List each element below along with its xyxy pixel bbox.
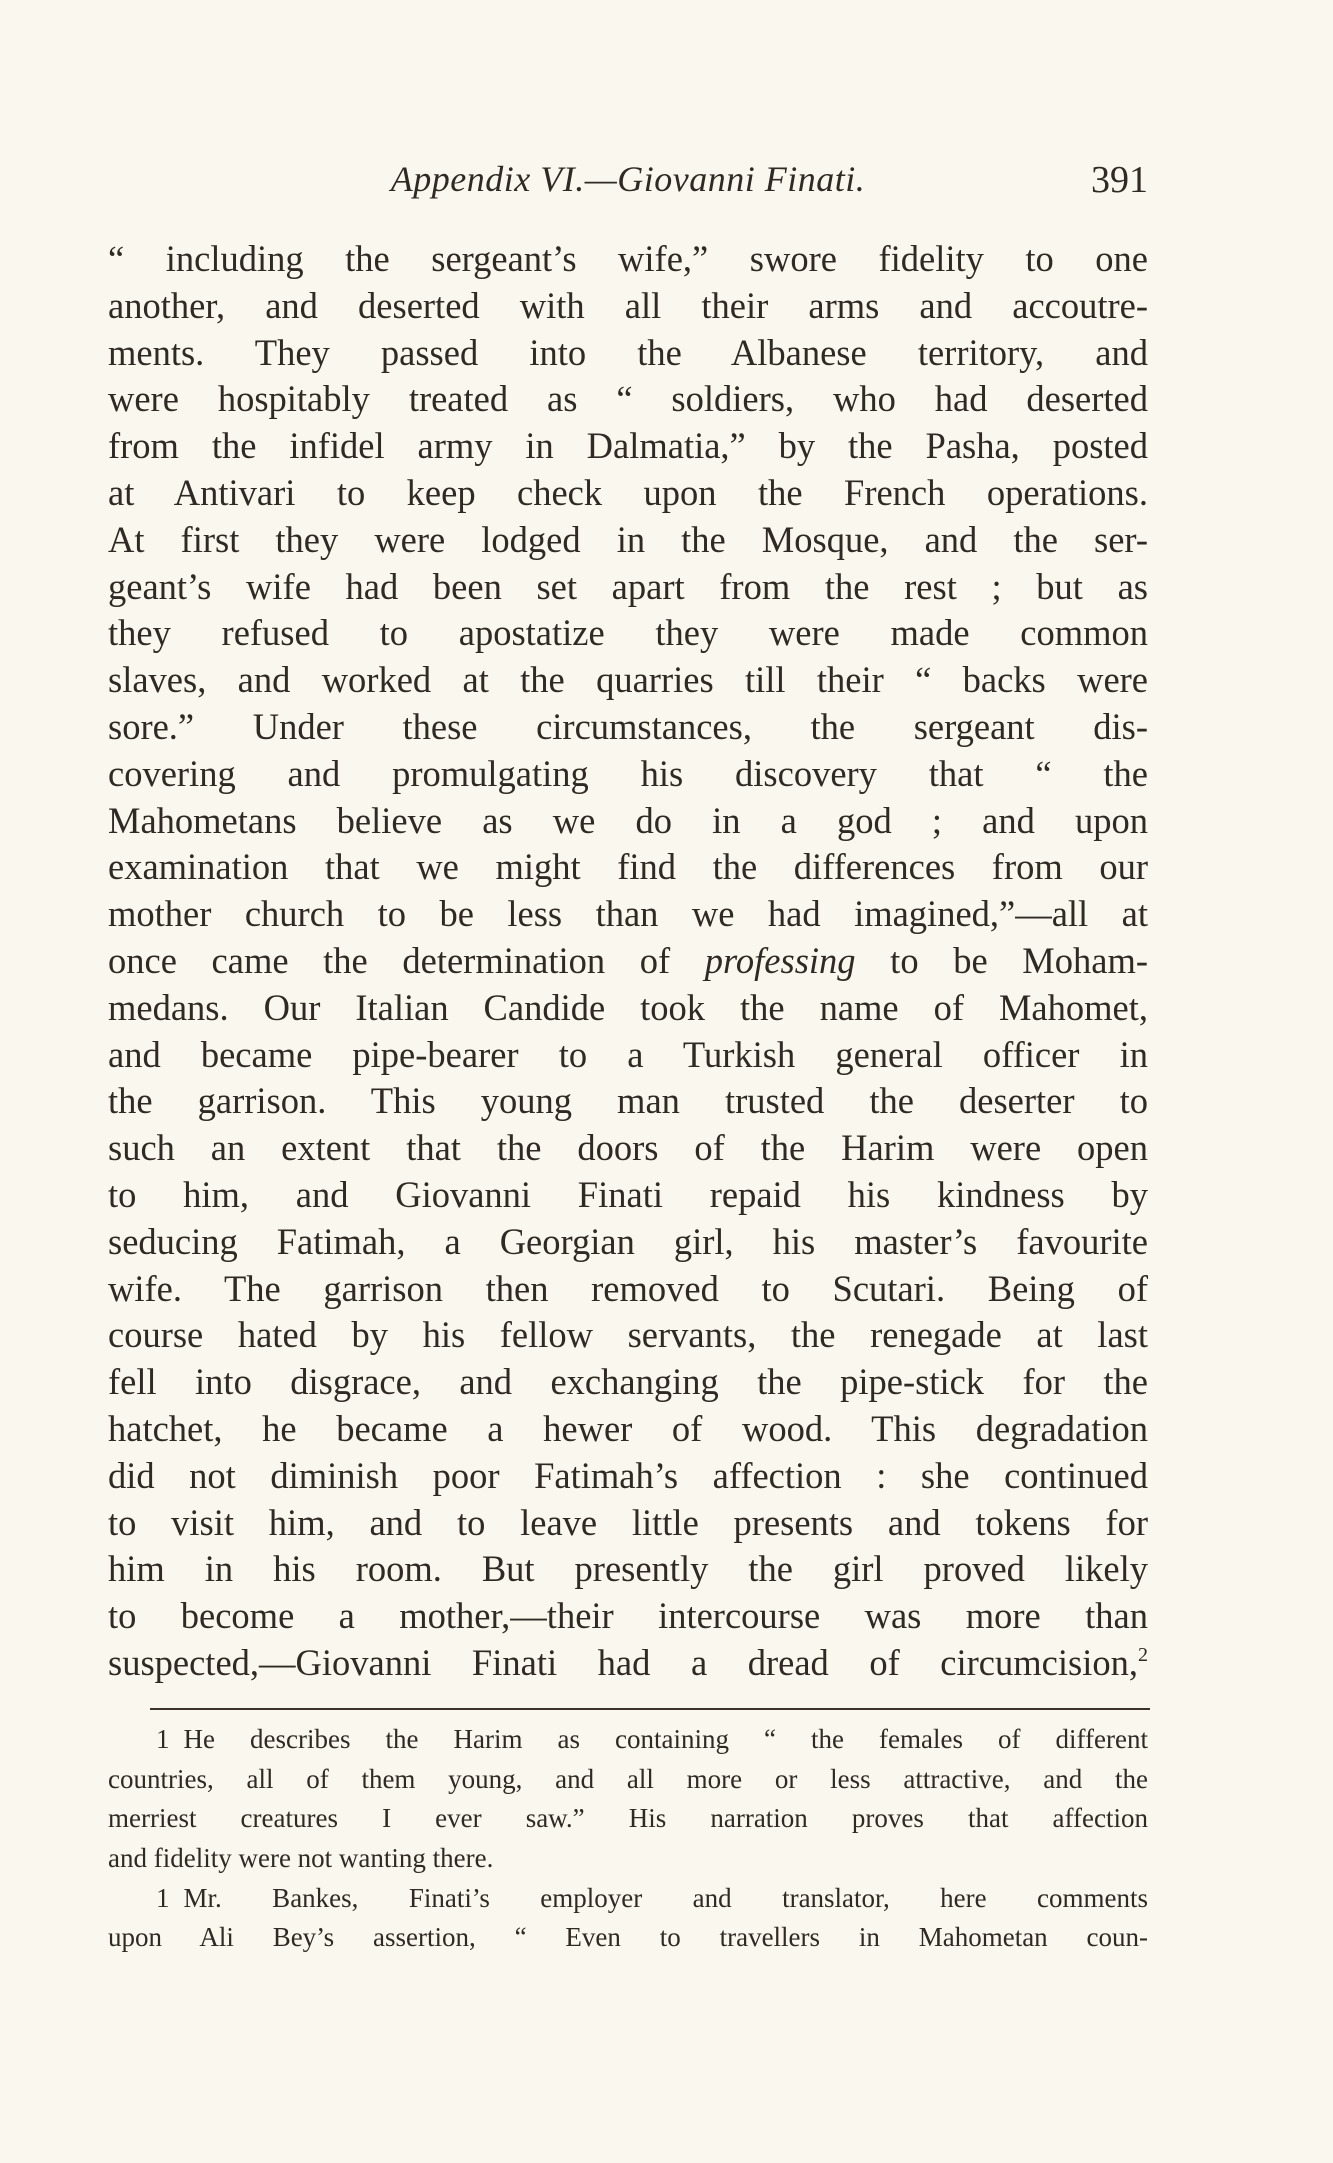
footnote-marker: 1 xyxy=(156,1882,170,1913)
running-head xyxy=(108,158,1148,212)
italic-word: professing xyxy=(704,939,856,981)
body-line-text: to be Moham- xyxy=(855,939,1148,981)
footnote-line xyxy=(108,1839,1148,1879)
body-text xyxy=(108,236,1148,1687)
footnote-text: He describes the Harim as containing “ the females of different xyxy=(183,1724,1148,1754)
body-line: geant’s wife had been set apart from the rest ; but as xyxy=(108,565,1148,607)
body-line: and became pipe-bearer to a Turkish general officer in xyxy=(108,1033,1148,1075)
footnotes xyxy=(108,1720,1148,1958)
body-line: did not diminish poor Fatimah’s affection : she continued xyxy=(108,1454,1148,1496)
body-line: hatchet, he became a hewer of wood. This degradation xyxy=(108,1407,1148,1449)
body-line xyxy=(108,1640,1148,1687)
footnote-text: countries, all of them young, and all more or less attractive, and the xyxy=(108,1763,1148,1794)
running-title: Appendix VI.—Giovanni Finati. xyxy=(390,159,866,199)
footnote-text: upon Ali Bey’s assertion, “ Even to travellers in Mahometan coun- xyxy=(108,1922,1148,1953)
body-line: At first they were lodged in the Mosque, and the ser- xyxy=(108,518,1148,560)
body-line: “ including the sergeant’s wife,” swore fidelity to one xyxy=(108,238,1148,279)
body-line-text: suspected,—Giovanni Finati had a dread of circumcision, xyxy=(108,1641,1138,1683)
footnote-text: Mr. Bankes, Finati’s employer and translator, here comments xyxy=(183,1882,1148,1913)
footnote-line xyxy=(108,1879,1148,1919)
footnote-text: and fidelity were not wanting there. xyxy=(108,1843,494,1874)
body-line: Mahometans believe as we do in a god ; and upon xyxy=(108,799,1148,841)
body-line: covering and promulgating his discovery that “ the xyxy=(108,752,1148,794)
body-line: fell into disgrace, and exchanging the pipe-stick for the xyxy=(108,1361,1148,1403)
page-number: 391 xyxy=(1091,159,1148,201)
body-line: wife. The garrison then removed to Scutari. Being of xyxy=(108,1267,1148,1309)
body-line: another, and deserted with all their arms and accoutre- xyxy=(108,284,1148,326)
body-line: the garrison. This young man trusted the deserter to xyxy=(108,1080,1148,1122)
body-line: to visit him, and to leave little presents and tokens for xyxy=(108,1501,1148,1543)
body-line-text: once came the determination of xyxy=(108,939,705,981)
body-line xyxy=(108,938,1148,985)
footnote-line xyxy=(108,1799,1148,1839)
body-line: they refused to apostatize they were made common xyxy=(108,612,1148,654)
footnote-rule xyxy=(150,1708,1150,1710)
body-line: sore.” Under these circumstances, the sergeant dis- xyxy=(108,705,1148,747)
body-line: ments. They passed into the Albanese territory, and xyxy=(108,331,1148,373)
body-line: at Antivari to keep check upon the French operations. xyxy=(108,471,1148,513)
body-line: seducing Fatimah, a Georgian girl, his master’s favourite xyxy=(108,1220,1148,1262)
body-line: him in his room. But presently the girl proved likely xyxy=(108,1548,1148,1590)
body-line: examination that we might find the differences from our xyxy=(108,846,1148,888)
body-line: mother church to be less than we had imagined,”—all at xyxy=(108,893,1148,935)
footnote-marker: 1 xyxy=(156,1724,170,1754)
footnote-text: merriest creatures I ever saw.” His narration proves that affection xyxy=(108,1803,1148,1834)
body-line: slaves, and worked at the quarries till their “ backs were xyxy=(108,659,1148,701)
footnote-line xyxy=(108,1918,1148,1958)
body-line: course hated by his fellow servants, the renegade at last xyxy=(108,1314,1148,1356)
body-line: to him, and Giovanni Finati repaid his kindness by xyxy=(108,1173,1148,1215)
footnote-line xyxy=(108,1720,1148,1760)
body-line: from the infidel army in Dalmatia,” by the Pasha, posted xyxy=(108,425,1148,467)
body-line: medans. Our Italian Candide took the name of Mahomet, xyxy=(108,986,1148,1028)
footnote-line xyxy=(108,1760,1148,1800)
body-line: to become a mother,—their intercourse was more than xyxy=(108,1595,1148,1637)
body-line: were hospitably treated as “ soldiers, who had deserted xyxy=(108,378,1148,420)
body-line: such an extent that the doors of the Harim were open xyxy=(108,1127,1148,1169)
footnote-reference: 2 xyxy=(1137,1643,1148,1666)
